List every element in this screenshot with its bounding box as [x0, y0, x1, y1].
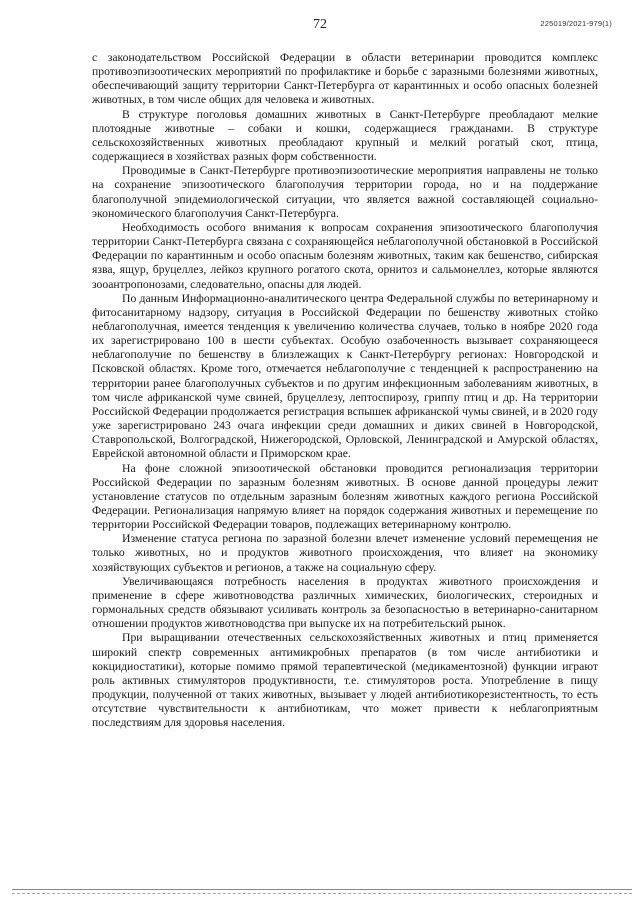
page-number: 72: [313, 17, 327, 32]
footer-divider: [12, 889, 632, 890]
paragraph: Необходимость особого внимания к вопросам сохранения эпизоотического благополучия территории Санкт-Петербурга связана с сохраняющейся неблагополучной обстановкой в Российской Федерации по карантинным и особо опасным болезням животных, таким как бешенство, сибирская язва, ящур, бруцеллез, лейкоз крупного рогатого скота, орнитоз и сальмонеллез, которые являются зооантропонозами, следовательно, опасны для людей.: [92, 220, 598, 291]
paragraph: При выращивании отечественных сельскохозяйственных животных и птиц применяется широкий спектр современных антимикробных препаратов (в том числе антибиотики и кокцидиостатики), которые помимо прямой терапевтической (медикаментозной) функции играют роль активных стимуляторов продуктивности, т.е. стимуляторов роста. Употребление в пищу продукции, полученной от таких животных, вызывает у людей антибиотикорезистентность, то есть отсутствие чувствительности к антибиотикам, что может привести к неблагоприятным последствиям для здоровья населения.: [92, 631, 598, 730]
document-number: 225019/2021-979(1): [540, 19, 612, 28]
paragraph: Увеличивающаяся потребность населения в продуктах животного происхождения и применение в сфере животноводства различных химических, биологических, стероидных и гормональных средств обязывают усиливать контроль за безопасностью в ветеринарно-санитарном отношении продуктов животноводства при выпуске их на потребительский рынок.: [92, 574, 598, 631]
paragraph: с законодательством Российской Федерации в области ветеринарии проводится комплекс противоэпизоотических мероприятий по профилактике и борьбе с заразными болезнями животных, обеспечивающий защиту территории Санкт-Петербурга от карантинных и особо опасных болезней животных, в том числе общих для человека и животных.: [92, 51, 598, 107]
paragraph: По данным Информационно-аналитического центра Федеральной службы по ветеринарному и фитосанитарному надзору, ситуация в Российской Федерации по бешенству животных стойко неблагополучная, имеется тенденция к увеличению количества случаев, только в ноябре 2020 года их зарегистрировано 100 в шести субъектах. Особую озабоченность вызывает сохраняющееся неблагополучие по бешенству в близлежащих к Санкт-Петербургу регионах: Новгородской и Псковской областях. Кроме того, отмечается неблагополучие с тенденцией к распространению на территории ранее благополучных субъектов и по другим инфекционным заболеваниям животных, в том числе африканской чуме свиней, бруцеллезу, лептоспирозу, гриппу птиц и др. На территории Российской Федерации продолжается регистрация вспышек африканской чумы свиней, и в 2020 году уже зарегистрировано 243 очага инфекции среди домашних и диких свиней в Новгородской, Ставропольской, Волгоградской, Нижегородской, Орловской, Ленинградской и Амурской областях, Еврейской автономной области и Приморском крае.: [92, 291, 598, 461]
footer-divider: [12, 893, 632, 894]
paragraph: На фоне сложной эпизоотической обстановки проводится регионализация территории Российской Федерации по заразным болезням животных. В основе данной процедуры лежит установление статусов по отдельным заразным болезням животных каждого региона Российской Федерации. Регионализация напрямую влияет на порядок содержания животных и перемещение по территории Российской Федерации товаров, подлежащих ветеринарному контролю.: [92, 461, 598, 532]
paragraph: Проводимые в Санкт-Петербурге противоэпизоотические мероприятия направлены не только на сохранение эпизоотического благополучия территории города, но и на поддержание благополучной эпидемиологической ситуации, что является важной составляющей социально-экономического благополучия Санкт-Петербурга.: [92, 164, 598, 220]
document-body: [92, 51, 598, 731]
paragraph: Изменение статуса региона по заразной болезни влечет изменение условий перемещения не только животных, но и продуктов животного происхождения, что влияет на экономику хозяйствующих субъектов и регионов, а также на социальную сферу.: [92, 532, 598, 574]
paragraph: В структуре поголовья домашних животных в Санкт-Петербурге преобладают мелкие плотоядные животные – собаки и кошки, содержащиеся гражданами. В структуре сельскохозяйственных животных преобладают крупный и мелкий рогатый скот, птица, содержащиеся в хозяйствах разных форм собственности.: [92, 107, 598, 164]
